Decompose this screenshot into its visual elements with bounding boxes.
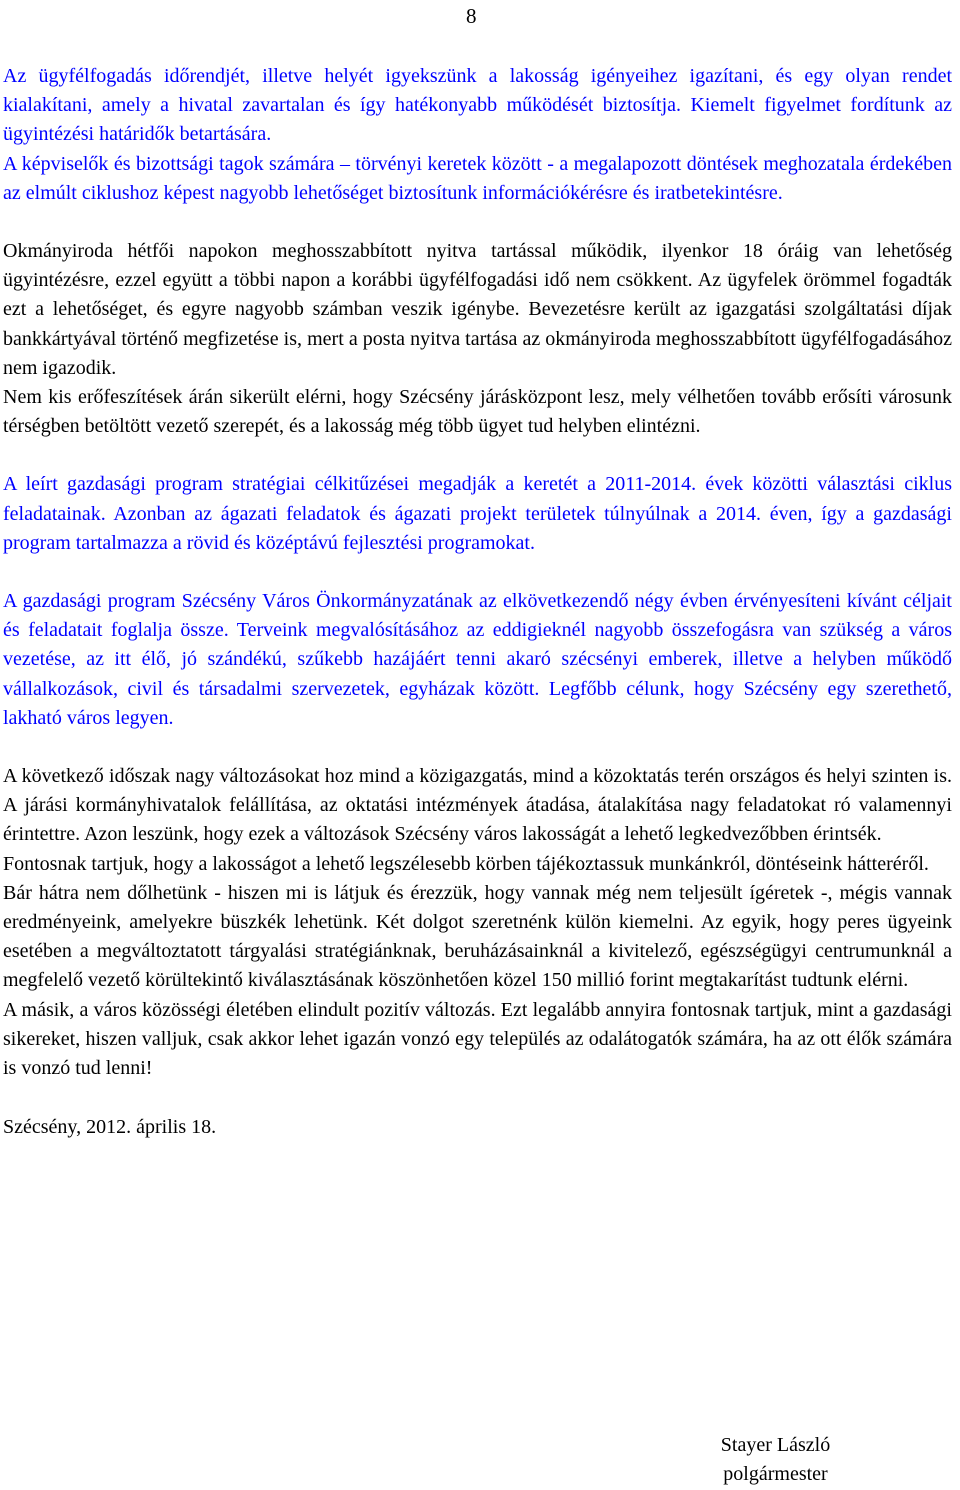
spacer bbox=[3, 1083, 952, 1112]
spacer bbox=[3, 208, 952, 237]
paragraph-program-goals: A leírt gazdasági program stratégiai célkitűzései megadják a keretét a 2011-2014. évek közötti választási ciklus feladatainak. Azonban az ágazati feladatok és ágazati projekt területek túlnyúlnak a 2014. éven, így a gazdasági program tartalmazza a rövid és középtávú fejlesztési programokat. bbox=[3, 473, 952, 554]
paragraph-community-life: A másik, a város közösségi életében elindult pozitív változás. Ezt legalább annyira fontosnak tartjuk, mint a gazdasági sikereket, hiszen valljuk, csak akkor lehet igazán vonzó egy település az odalátogatók számára, ha az ott élők számára is vonzó tud lenni! bbox=[3, 998, 952, 1080]
signature-block bbox=[708, 1431, 843, 1489]
paragraph-results: Bár hátra nem dőlhetünk - hiszen mi is látjuk és érezzük, hogy vannak még nem teljesült ígéretek -, mégis vannak eredményeink, amelyekre büszkék lehetünk. Két dolgot szeretnénk külön kiemelni. Az egyik, hogy peres ügyeink esetében a megváltoztatott tárgyalási stratégiánknak, beruházásainknál a kivitelező, egészségügyi centrumunknál a megfelelő vezető körültekintő kiválasztásának köszönhetően közel 150 millió forint megtakarítást tudtunk elérni. bbox=[3, 881, 952, 992]
page-number: 8 bbox=[466, 4, 477, 28]
paragraph-upcoming-changes: A következő időszak nagy változásokat hoz mind a közigazgatás, mind a közoktatás terén országos és helyi szinten is. A járási kormányhivatalok felállítása, az oktatási intézmények átadása, átalakítása nagy feladatokat ró valamennyi érintettre. Azon leszünk, hogy ezek a változások Szécsény város lakosságát a lehető legkedvezőbben érintsék. bbox=[3, 765, 952, 846]
spacer bbox=[3, 441, 952, 470]
signatory-title: polgármester bbox=[723, 1463, 828, 1485]
paragraph-client-reception: Az ügyfélfogadás időrendjét, illetve helyét igyekszünk a lakosság igényeihez igazítani, és egy olyan rendet kialakítani, amely a hivatal zavartalan és így hatékonyabb működését biztosítja. Kiemelt figyelmet fordítunk az ügyintézési határidők betartására. bbox=[3, 65, 952, 146]
paragraph-program-summary: A gazdasági program Szécsény Város Önkormányzatának az elkövetkezendő négy évben érvényesíteni kívánt céljait és feladatait foglalja össze. Terveink megvalósításához az eddigieknél nagyobb összefogásra van szükség a város vezetése, az itt élő, jó szándékú, szűkebb hazájáért tenni akaró szécsényi emberek, illetve a helyben működő vállalkozások, civil és társadalmi szervezetek, egyházak között. Legfőbb célunk, hogy Szécsény egy szerethető, lakható város legyen. bbox=[3, 590, 952, 729]
document-body bbox=[3, 62, 952, 1143]
signatory-name: Stayer László bbox=[720, 1434, 831, 1456]
paragraph-district-center: Nem kis erőfeszítések árán sikerült elérni, hogy Szécsény járásközpont lesz, mely vélhetően tovább erősíti városunk térségben betöltött vezető szerepét, és a lakosság még több ügyet tud helyben elintézni. bbox=[3, 386, 952, 438]
spacer bbox=[3, 733, 952, 762]
paragraph-representatives-info: A képviselők és bizottsági tagok számára – törvényi keretek között - a megalapozott döntések meghozatala érdekében az elmúlt ciklushoz képest nagyobb lehetőséget biztosítunk információkérésre és iratbetekintésre. bbox=[3, 152, 952, 204]
paragraph-document-office: Okmányiroda hétfői napokon meghosszabbított nyitva tartással működik, ilyenkor 18 óráig van lehetőség ügyintézésre, ezzel együtt a többi napon a korábbi ügyfélfogadási idő nem csökkent. Az ügyfelek örömmel fogadták ezt a lehetőséget, és egyre nagyobb számban veszik igénybe. Bevezetésre került az igazgatási szolgáltatási díjak bankkártyával történő megfizetése is, mert a posta nyitva tartása az okmányiroda meghosszabbított ügyfélfogadásához nem igazodik. bbox=[3, 240, 952, 379]
paragraph-public-information: Fontosnak tartjuk, hogy a lakosságot a lehető legszélesebb körben tájékoztassuk munkánkról, döntéseink hátteréről. bbox=[3, 852, 929, 875]
date-line: Szécsény, 2012. április 18. bbox=[3, 1116, 217, 1139]
spacer bbox=[3, 558, 952, 587]
